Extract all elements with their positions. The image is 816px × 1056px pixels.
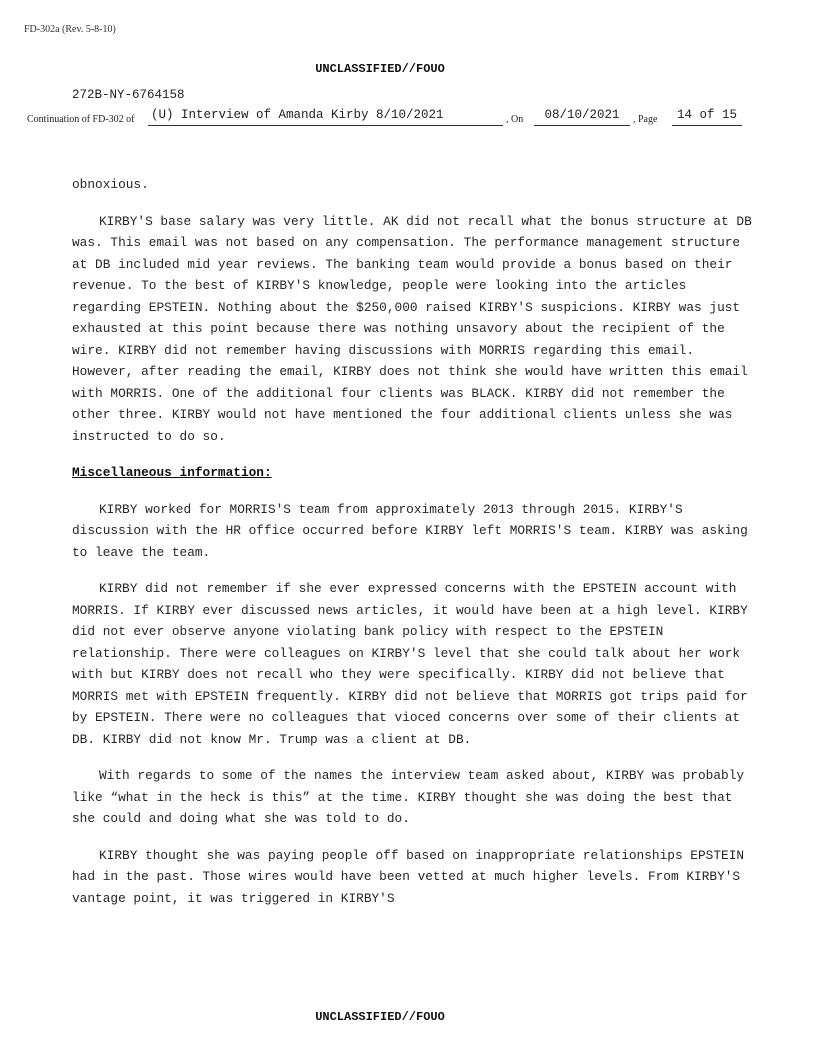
document-body [72, 174, 752, 924]
page-label: , Page [633, 114, 658, 125]
paragraph-wires: KIRBY thought she was paying people off based on inappropriate relationships EPSTEIN had in the past. Those wires would have been vetted at much higher levels. From KIRBY'S vantage point, it was triggered in KIRBY'S [72, 847, 745, 906]
continuation-label: Continuation of FD-302 of [27, 114, 135, 125]
paragraph-epstein-account: KIRBY did not remember if she ever expressed concerns with the EPSTEIN account with MORRIS. If KIRBY ever discussed news articles, it would have been at a high level. KIRBY did not ever observe anyone violating bank policy with respect to the EPSTEIN relationship. There were colleagues on KIRBY'S level that she could talk about her work with but KIRBY does not recall who they were specifically. KIRBY did not believe that MORRIS met with EPSTEIN frequently. KIRBY did not believe that MORRIS got trips paid for by EPSTEIN. There were no colleagues that vioced concerns over some of their clients at DB. KIRBY did not know Mr. Trump was a client at DB. [72, 581, 748, 747]
page-field: 14 of 15 [672, 108, 742, 126]
date-field: 08/10/2021 [534, 108, 630, 126]
paragraph-team: KIRBY worked for MORRIS'S team from approximately 2013 through 2015. KIRBY'S discussion with the HR office occurred before KIRBY left MORRIS'S team. KIRBY was asking to leave the team. [72, 501, 748, 560]
section-heading-misc: Miscellaneous information: [72, 465, 272, 480]
paragraph-names: With regards to some of the names the interview team asked about, KIRBY was probably like “what in the heck is this” at the time. KIRBY thought she was doing the best that she could and doing what she was told to do. [72, 768, 745, 826]
case-number: 272B-NY-6764158 [72, 88, 185, 102]
paragraph-salary: KIRBY'S base salary was very little. AK did not recall what the bonus structure at DB was. This email was not based on any compensation. The performance management structure at DB included mid year reviews. The banking team would provide a bonus based on their revenue. To the best of KIRBY'S knowledge, people were looking into the articles regarding EPSTEIN. Nothing about the $250,000 raised KIRBY'S suspicions. KIRBY was just exhausted at this point because there was nothing unsavory about the recipient of the wire. KIRBY did not remember having discussions with MORRIS regarding this email. However, after reading the email, KIRBY does not think she would have written this email with MORRIS. One of the additional four clients was BLACK. KIRBY did not remember the other three. KIRBY would not have mentioned the four additional clients unless she was instructed to do so. [72, 213, 752, 444]
subject-field: (U) Interview of Amanda Kirby 8/10/2021 [148, 108, 503, 126]
form-id: FD-302a (Rev. 5-8-10) [24, 24, 116, 35]
continuation-row [27, 108, 747, 130]
on-label: , On [506, 114, 524, 125]
paragraph-obnoxious: obnoxious. [72, 177, 149, 192]
classification-bottom: UNCLASSIFIED//FOUO [315, 1010, 445, 1024]
classification-top: UNCLASSIFIED//FOUO [315, 62, 445, 76]
